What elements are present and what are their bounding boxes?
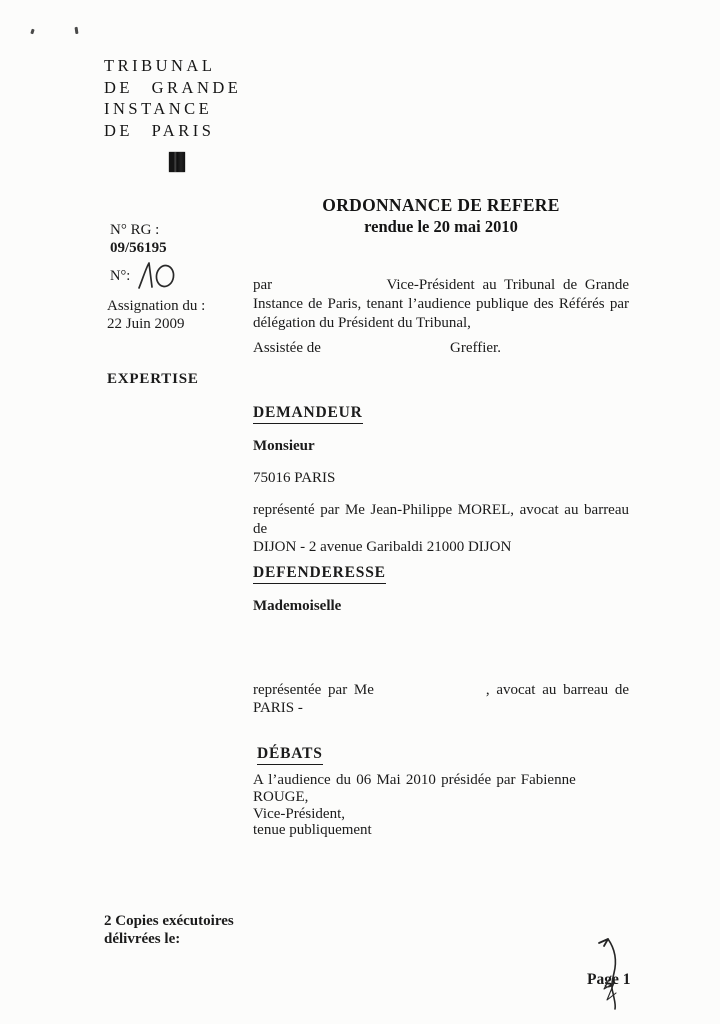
title-line2: rendue le 20 mai 2010 [364, 217, 518, 236]
rg-number-label: N° RG : [110, 222, 160, 238]
preamble-vp: Vice-Président au Tribunal de Grande [386, 277, 629, 293]
court-name-line: DE GRANDE [104, 77, 242, 97]
defenderesse-representation [253, 681, 629, 717]
rg-number-value: 09/56195 [110, 240, 167, 256]
defenderesse-rep-line2: PARIS - [253, 700, 303, 716]
demandeur-address: 75016 PARIS [253, 470, 336, 486]
title-line1: ORDONNANCE DE REFERE [322, 195, 560, 215]
defenderesse-rep-left: représentée par Me [253, 682, 374, 698]
preamble-paragraph [253, 276, 629, 333]
stamp-icon [169, 152, 185, 172]
copies-note [104, 913, 234, 948]
clerk-line-left: Assistée de [253, 340, 321, 356]
handwritten-number-10 [134, 259, 178, 293]
demandeur-rep-line1: représenté par Me Jean-Philippe MOREL, avocat au barreau de [253, 502, 629, 537]
debats-heading: DÉBATS [253, 745, 633, 765]
clerk-line [253, 340, 629, 359]
case-number-label: N°: [110, 268, 131, 284]
preamble-par: par [253, 277, 273, 293]
defenderesse-rep-right: , avocat au barreau de [485, 682, 629, 698]
defenderesse-heading: DEFENDERESSE [253, 564, 629, 584]
court-name-line: INSTANCE [104, 99, 213, 118]
assignation-block [107, 298, 205, 333]
document-title [252, 195, 630, 237]
copies-line2: délivrées le: [104, 930, 181, 947]
scan-speck [30, 29, 34, 35]
demandeur-rep-line2: DIJON - 2 avenue Garibaldi 21000 DIJON [253, 539, 512, 555]
court-name-line: TRIBUNAL [104, 56, 216, 75]
debats-paragraph [253, 772, 629, 839]
preamble-line2: Instance de Paris, tenant l’audience publique des Référés par [253, 296, 629, 312]
debats-line3: tenue publiquement [253, 822, 372, 839]
assignation-date: 22 Juin 2009 [107, 315, 185, 332]
defenderesse-rep-line1 [253, 681, 629, 699]
pen-stroke-mark [583, 932, 631, 1018]
demandeur-civility: Monsieur [253, 438, 315, 454]
defenderesse-civility: Mademoiselle [253, 598, 342, 614]
page-number: Page 1 [587, 971, 631, 988]
copies-line1: 2 Copies exécutoires [104, 913, 234, 929]
demandeur-heading: DEMANDEUR [253, 404, 629, 424]
clerk-line-right: Greffier. [450, 340, 501, 356]
demandeur-representation [253, 501, 629, 557]
preamble-line3: délégation du Président du Tribunal, [253, 315, 471, 331]
court-name [104, 55, 241, 141]
debats-line2: Vice-Président, [253, 805, 345, 822]
debats-line1: A l’audience du 06 Mai 2010 présidée par Fabienne ROUGE, [253, 772, 576, 805]
assignation-label: Assignation du : [107, 298, 206, 314]
court-name-line: DE PARIS [104, 120, 215, 140]
scan-speck [75, 27, 78, 34]
expertise-label: EXPERTISE [107, 371, 199, 387]
preamble-line1 [253, 276, 629, 295]
